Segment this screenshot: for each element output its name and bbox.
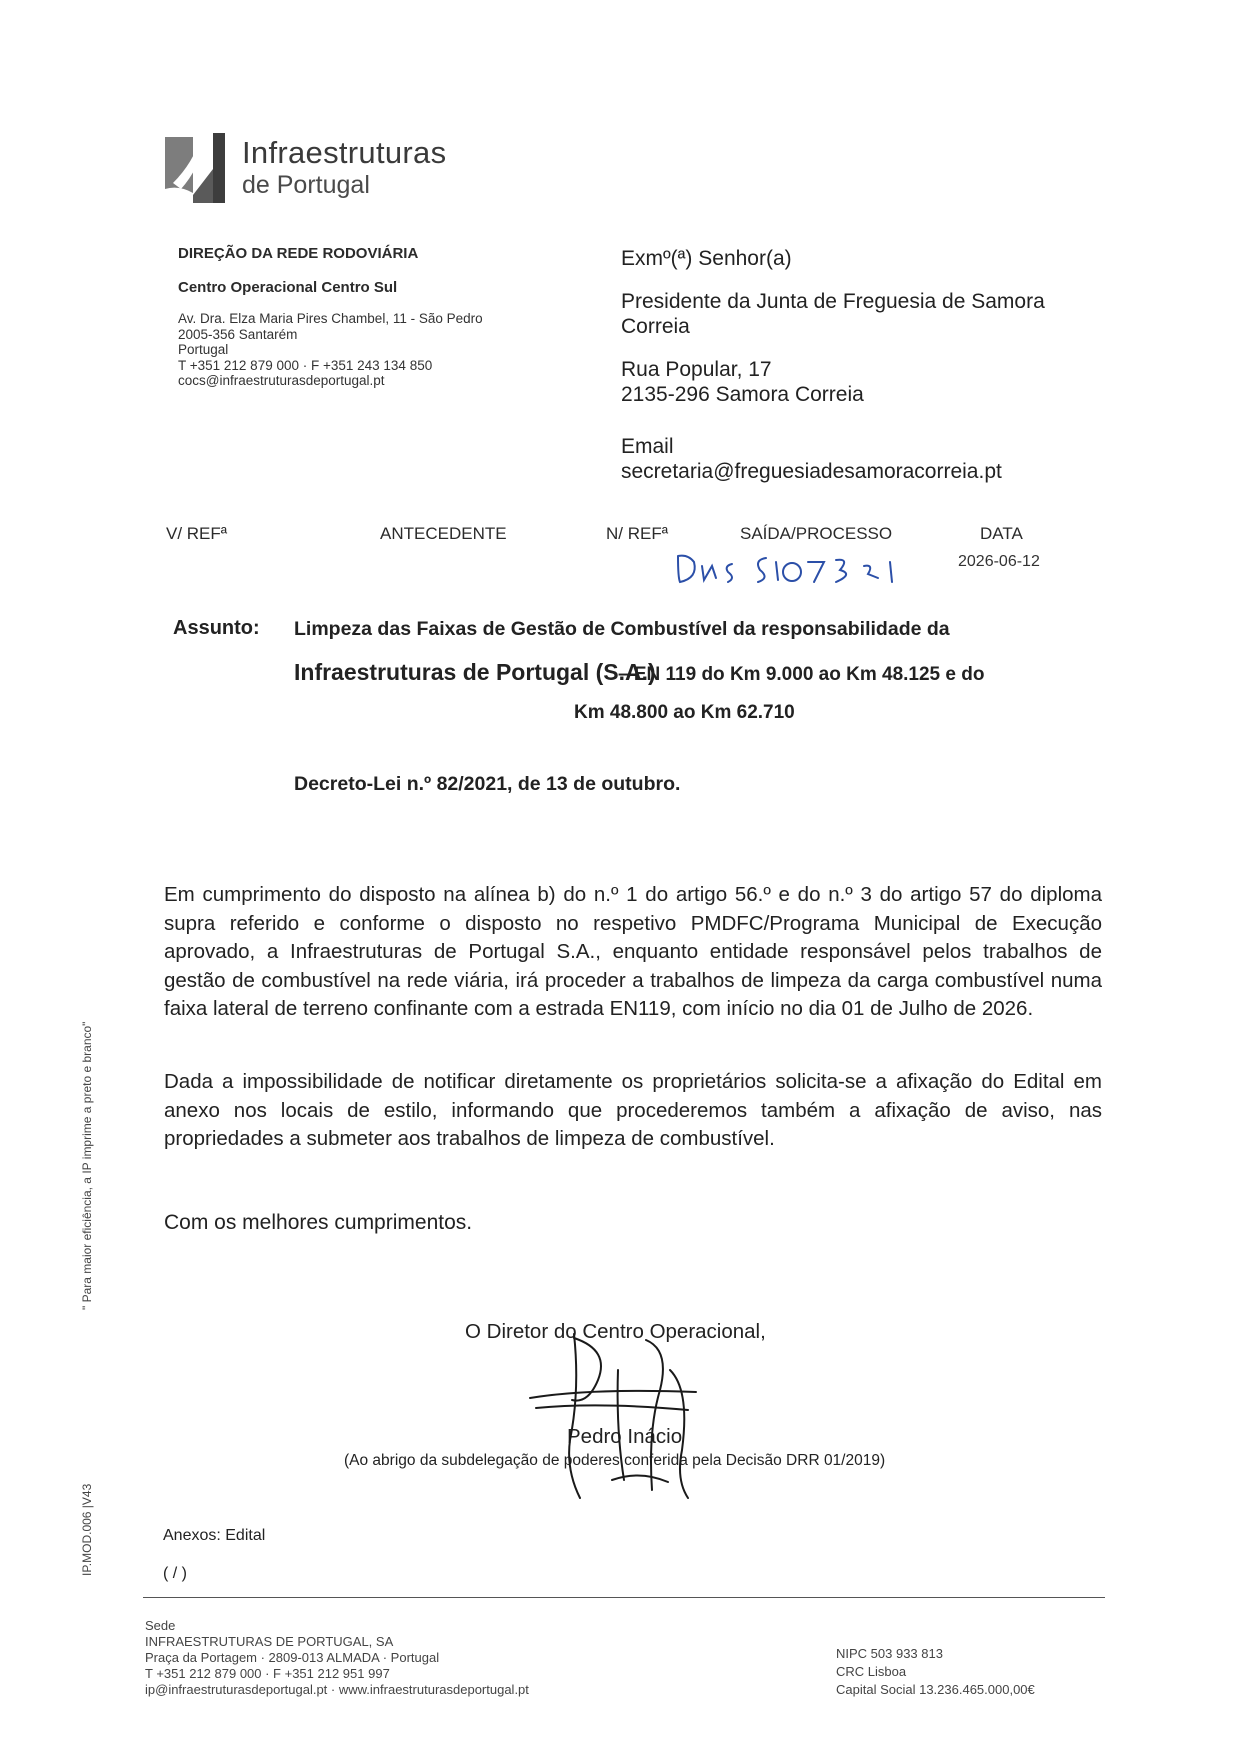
- sender-block: [178, 245, 483, 389]
- sender-department: DIREÇÃO DA REDE RODOVIÁRIA: [178, 245, 419, 262]
- subject-line3: Km 48.800 ao Km 62.710: [574, 702, 795, 723]
- continuation-mark: ( / ): [163, 1565, 187, 1582]
- logo-text-line1: Infraestruturas: [242, 135, 447, 170]
- recipient-block: [621, 246, 1045, 484]
- subject-decree: Decreto-Lei n.º 82/2021, de 13 de outubro.: [294, 773, 681, 795]
- sender-address: [178, 311, 483, 389]
- ref-saida-label: SAÍDA/PROCESSO: [740, 524, 893, 543]
- recipient-email-label: Email: [621, 435, 674, 458]
- subject-line1: Limpeza das Faixas de Gestão de Combustível da responsabilidade da: [294, 618, 950, 640]
- footer-divider: [143, 1597, 1105, 1598]
- footer-line: ip@infraestruturasdeportugal.pt · www.infraestruturasdeportugal.pt: [145, 1682, 529, 1697]
- eco-print-note: " Para maior eficiência, a IP imprime a preto e branco": [80, 1021, 94, 1310]
- address-line: T +351 212 879 000 · F +351 243 134 850: [178, 357, 433, 373]
- subject-company: Infraestruturas de Portugal (S.A.): [294, 659, 656, 685]
- delegation-note: (Ao abrigo da subdelegação de poderes conferida pela Decisão DRR 01/2019): [344, 1452, 886, 1469]
- footer-registration: [836, 1645, 1035, 1699]
- signatory-role: O Diretor do Centro Operacional,: [465, 1320, 766, 1343]
- handwritten-signature: [520, 1330, 710, 1502]
- closing-text: Com os melhores cumprimentos.: [164, 1211, 473, 1234]
- logo-text-line2: de Portugal: [242, 171, 370, 199]
- ref-date-value: 2026-06-12: [958, 553, 1040, 570]
- ref-v-label: V/ REFª: [166, 524, 228, 543]
- ref-antecedente-label: ANTECEDENTE: [380, 524, 507, 543]
- recipient-title-line: Presidente da Junta de Freguesia de Samora: [621, 290, 1045, 313]
- footer-line: INFRAESTRUTURAS DE PORTUGAL, SA: [145, 1634, 394, 1649]
- signatory-name: Pedro Inácio: [567, 1425, 683, 1448]
- footer-line: Sede: [145, 1618, 176, 1633]
- footer-line: CRC Lisboa: [836, 1664, 907, 1679]
- annex-label: Anexos: Edital: [163, 1527, 266, 1544]
- ref-data-label: DATA: [980, 524, 1023, 543]
- footer-address: [145, 1618, 529, 1698]
- form-code: IP.MOD.006 |V43: [80, 1483, 94, 1576]
- footer-line: NIPC 503 933 813: [836, 1646, 943, 1661]
- address-line: 2005-356 Santarém: [178, 326, 298, 342]
- handwritten-reference: [674, 548, 914, 588]
- subject-line2: – EN 119 do Km 9.000 ao Km 48.125 e do: [618, 664, 985, 685]
- footer-line: Capital Social 13.236.465.000,00€: [836, 1682, 1035, 1697]
- recipient-email: secretaria@freguesiadesamoracorreia.pt: [621, 460, 1002, 483]
- sender-center: Centro Operacional Centro Sul: [178, 279, 398, 296]
- company-logo-icon: [163, 133, 229, 203]
- footer-line: T +351 212 879 000 · F +351 212 951 997: [145, 1666, 390, 1681]
- recipient-postal: 2135-296 Samora Correia: [621, 383, 864, 406]
- ref-n-label: N/ REFª: [606, 524, 669, 543]
- body-paragraph: Dada a impossibilidade de notificar diretamente os proprietários solicita-se a afixação do Edital em anexo nos locais de estilo, informando que procederemos também a afixação de aviso, nas propriedades a submeter aos trabalhos de limpeza de combustível.: [164, 1070, 1102, 1150]
- footer-line: Praça da Portagem · 2809-013 ALMADA · Portugal: [145, 1650, 440, 1665]
- subject-label: Assunto:: [173, 617, 260, 639]
- recipient-title-line: Correia: [621, 315, 690, 338]
- address-line: cocs@infraestruturasdeportugal.pt: [178, 373, 385, 388]
- body-paragraph: Em cumprimento do disposto na alínea b) do n.º 1 do artigo 56.º e do n.º 3 do artigo 57 do diploma supra referido e conforme o disposto no respetivo PMDFC/Programa Municipal de Execução aprovado, a Infraestruturas de Portugal S.A., enquanto entidade responsável pelos trabalhos de gestão de combustível na rede viária, irá proceder a trabalhos de limpeza da carga combustível numa faixa lateral de terreno confinante com a estrada EN119, com início no dia 01 de Julho de 2026.: [164, 883, 1102, 1020]
- recipient-street: Rua Popular, 17: [621, 358, 772, 381]
- address-line: Av. Dra. Elza Maria Pires Chambel, 11 - São Pedro: [178, 311, 483, 326]
- recipient-salutation: Exmº(ª) Senhor(a): [621, 247, 792, 270]
- address-line: Portugal: [178, 342, 229, 357]
